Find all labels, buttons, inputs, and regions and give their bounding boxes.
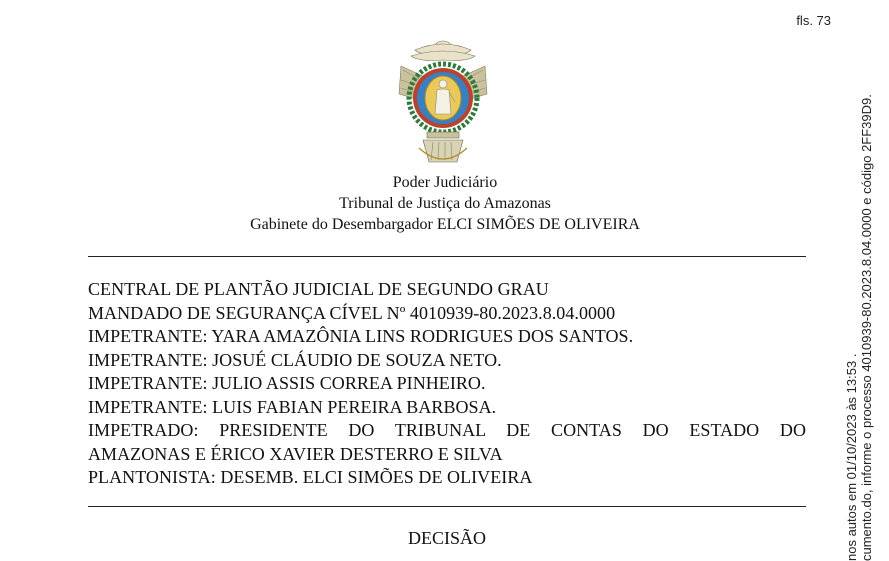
caption-divider <box>88 506 806 507</box>
caption-impetrante-3: IMPETRANTE: JULIO ASSIS CORREA PINHEIRO. <box>88 373 486 393</box>
caption-case-number: MANDADO DE SEGURANÇA CÍVEL Nº 4010939-80.2023.8.04.0000 <box>88 302 616 323</box>
caption-impetrado-line-1: IMPETRADO: PRESIDENTE DO TRIBUNAL DE CONTAS DO ESTADO DO <box>88 420 806 440</box>
seal-base <box>419 132 467 162</box>
header-line-court: Tribunal de Justiça do Amazonas <box>339 195 551 212</box>
side-note-line-2: cumento.do, informe o processo 4010939-80.2023.8.04.0000 e código 2FF39D9. <box>859 94 874 561</box>
caption-court: CENTRAL DE PLANTÃO JUDICIAL DE SEGUNDO GRAU <box>88 279 549 299</box>
header-line-cabinet: Gabinete do Desembargador ELCI SIMÕES DE OLIVEIRA <box>250 216 640 233</box>
caption-impetrante-2: IMPETRANTE: JOSUÉ CLÁUDIO DE SOUZA NETO. <box>88 349 502 370</box>
caption-impetrante-4: IMPETRANTE: LUIS FABIAN PEREIRA BARBOSA. <box>88 396 497 417</box>
decision-title: DECISÃO <box>407 528 486 548</box>
side-note-line-1: nos autos em 01/10/2023 às 13:53 . <box>844 353 859 561</box>
header-line-power: Poder Judiciário <box>392 174 498 191</box>
document-header <box>120 172 770 235</box>
case-caption <box>88 278 806 490</box>
header-divider <box>88 256 806 257</box>
caption-impetrado-line-2: AMAZONAS E ÉRICO XAVIER DESTERRO E SILVA <box>88 443 503 464</box>
caption-plantonista: PLANTONISTA: DESEMB. ELCI SIMÕES DE OLIVEIRA <box>88 467 533 487</box>
caption-impetrante-1: IMPETRANTE: YARA AMAZÔNIA LINS RODRIGUES DOS SANTOS. <box>88 326 634 346</box>
page-number-label: fls. 73 <box>796 13 831 28</box>
side-authentication-note <box>844 94 874 561</box>
court-seal-logo <box>393 36 493 170</box>
seal-crest <box>411 41 475 61</box>
